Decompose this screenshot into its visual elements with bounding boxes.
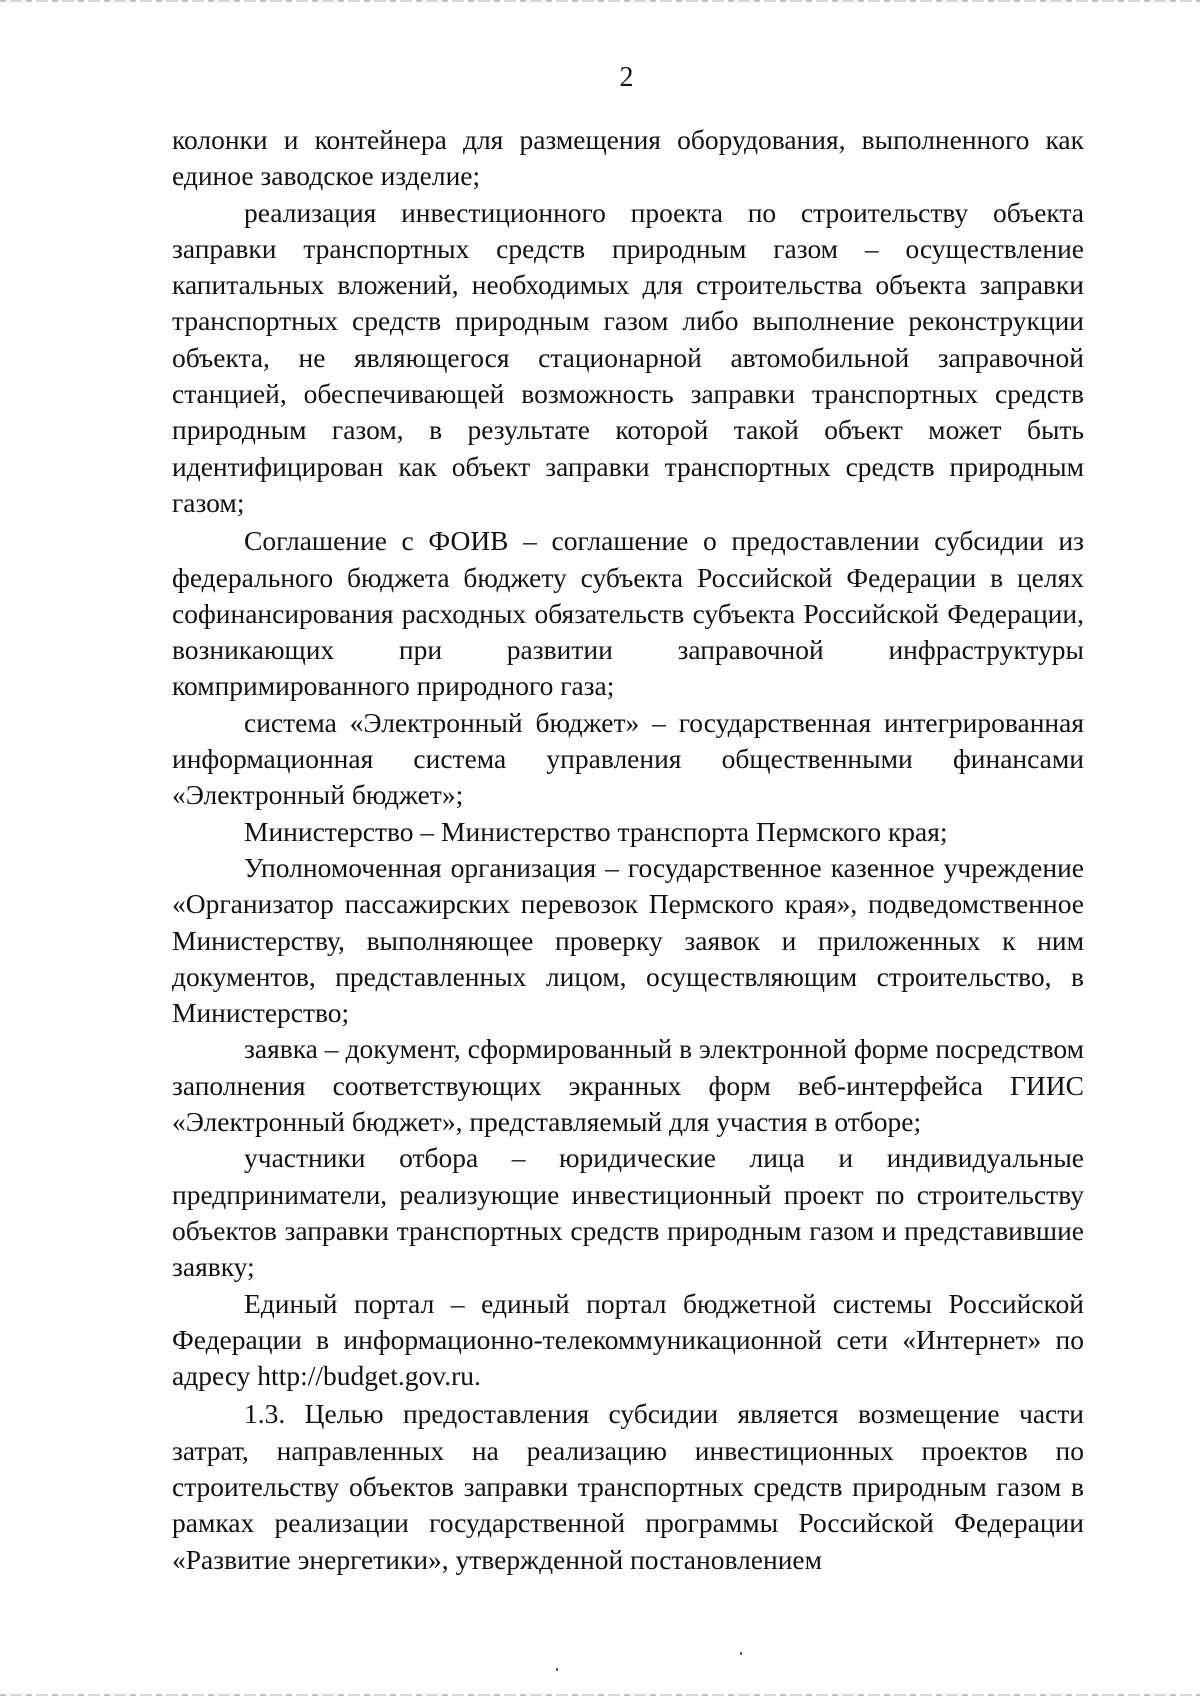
document-body (172, 122, 1084, 1578)
paragraph-section-1-3: 1.3. Целью предоставления субсидии является возмещение части затрат, направленных на реализацию инвестиционных проектов по строительству объектов заправки транспортных средств природным газом в рамках реализации государственной программы Российской Федерации «Развитие энергетики», утвержденной постановлением (172, 1398, 1084, 1575)
paragraph-definition-unified-portal: Единый портал – единый портал бюджетной системы Российской Федерации в информационно-телекоммуникационной сети «Интернет» по адресу http://budget.gov.ru. (172, 1287, 1084, 1392)
paragraph-definition-electronic-budget: система «Электронный бюджет» – государственная интегрированная информационная система управления общественными финансами «Электронный бюджет»; (172, 706, 1084, 811)
paragraph-definition-application: заявка – документ, сформированный в электронной форме посредством заполнения соответствующих экранных форм веб-интерфейса ГИИС «Электронный бюджет», представляемый для участия в отборе; (172, 1033, 1084, 1138)
paragraph-definition-investment-project: реализация инвестиционного проекта по строительству объекта заправки транспортных средств природным газом – осуществление капитальных вложений, необходимых для строительства объекта заправки транспортных средств природным газом либо выполнение реконструкции объекта, не являющегося стационарной автомобильной заправочной станцией, обеспечивающей возможность заправки транспортных средств природным газом, в результате которой такой объект может быть идентифицирован как объект заправки транспортных средств природным газом; (172, 196, 1084, 518)
scan-speck (740, 1652, 742, 1655)
paragraph-definition-participants: участники отбора – юридические лица и индивидуальные предприниматели, реализующие инвестиционный проект по строительству объектов заправки транспортных средств природным газом и представившие заявку; (172, 1142, 1084, 1283)
paragraph-definition-foiv-agreement: Соглашение с ФОИВ – соглашение о предоставлении субсидии из федерального бюджета бюджету субъекта Российской Федерации в целях софинансирования расходных обязательств субъекта Российской Федерации, возникающих при развитии заправочной инфраструктуры компримированного природного газа; (172, 525, 1084, 702)
paragraph-definition-authorized-organization: Уполномоченная организация – государственное казенное учреждение «Организатор пассажирских перевозок Пермского края», подведомственное Министерству, выполняющее проверку заявок и приложенных к ним документов, представленных лицом, осуществляющим строительство, в Министерство; (172, 851, 1084, 1029)
paragraph-definition-ministry: Министерство – Министерство транспорта Пермского края; (244, 815, 948, 847)
scan-speck (556, 1668, 558, 1671)
paragraph-continuation: колонки и контейнера для размещения оборудования, выполненного как единое заводское изделие; (172, 124, 1084, 192)
scan-edge-bottom (0, 1694, 1200, 1696)
scan-edge-top (0, 0, 1200, 2)
page-number: 2 (619, 62, 634, 93)
